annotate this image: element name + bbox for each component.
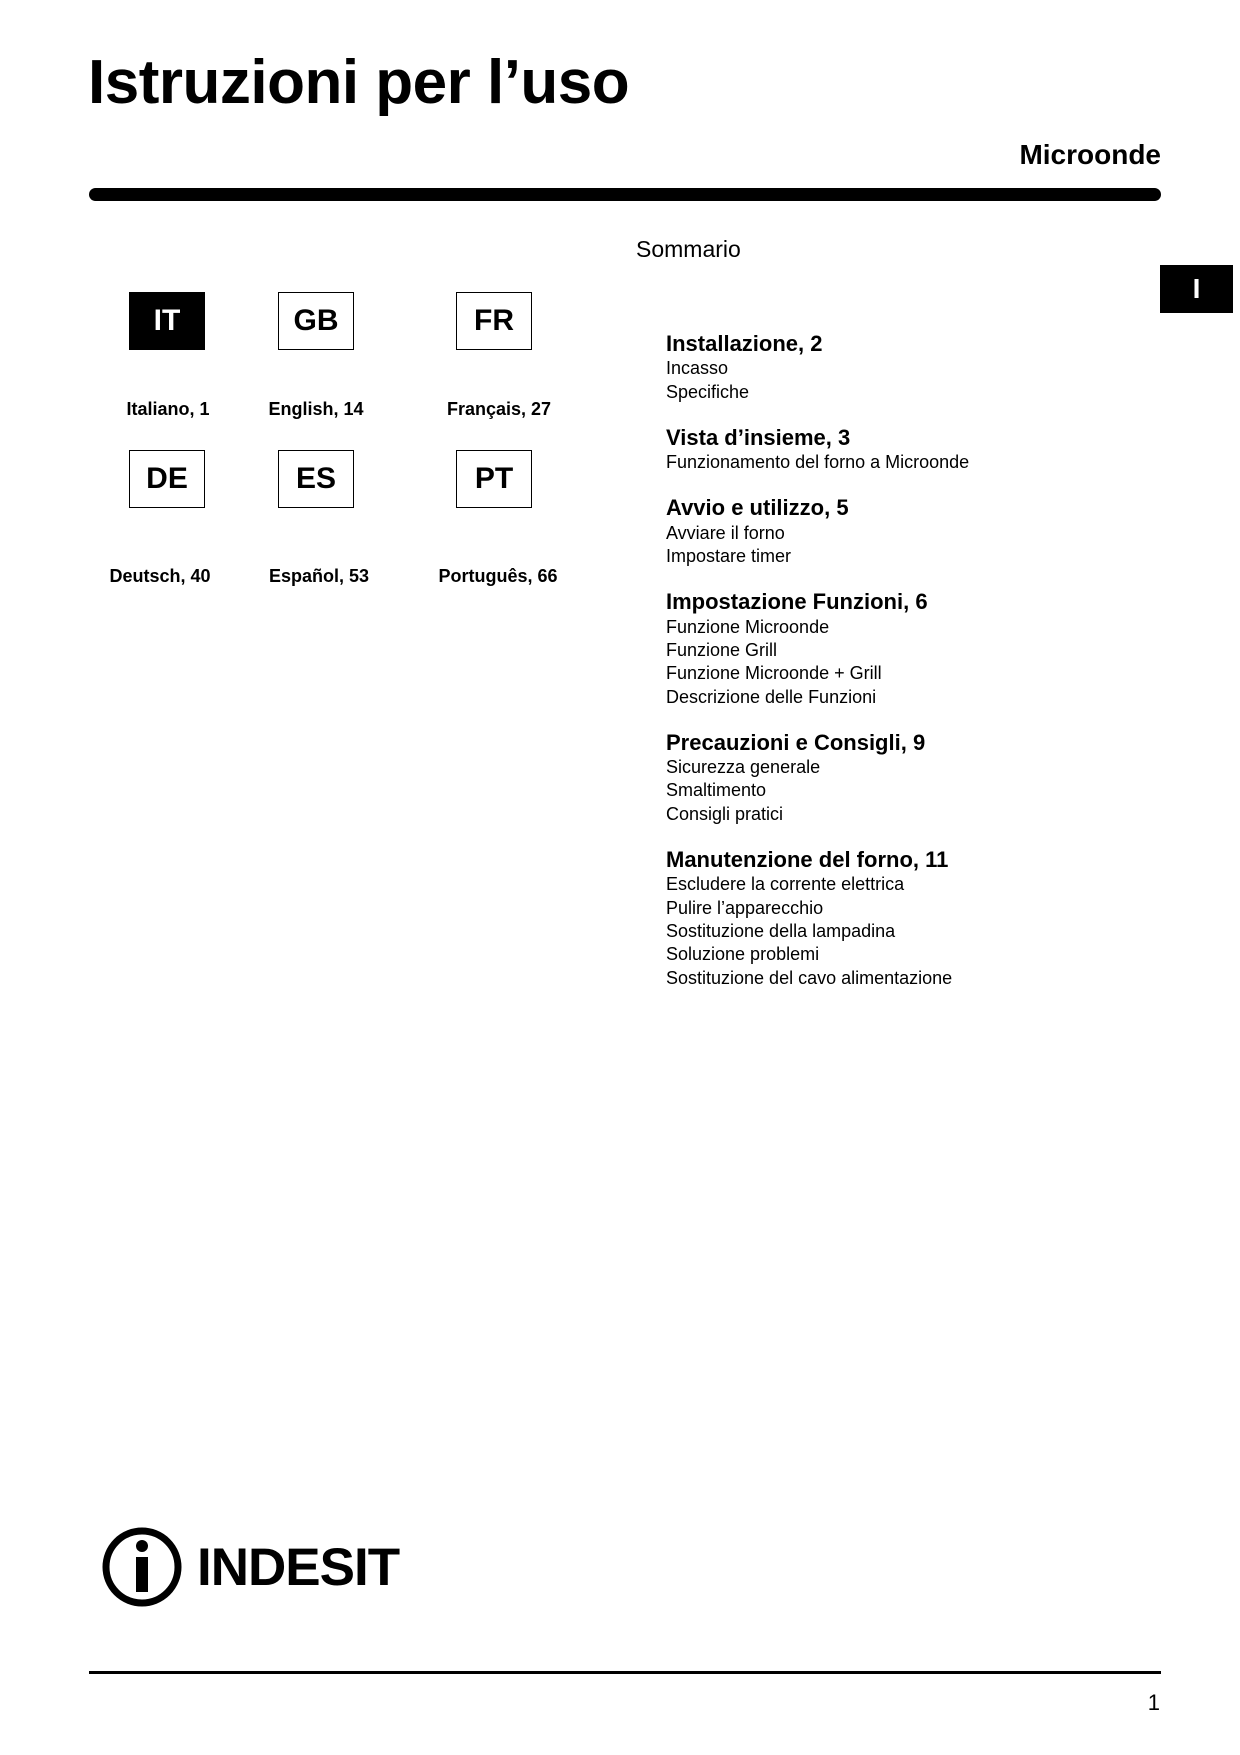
lang-box-fr[interactable]: FR xyxy=(456,292,532,350)
toc-section-title[interactable]: Installazione, 2 xyxy=(666,331,823,356)
toc-section-installazione xyxy=(666,331,1126,404)
lang-box-pt[interactable]: PT xyxy=(456,450,532,508)
table-of-contents xyxy=(666,331,1126,1011)
toc-section-title[interactable]: Manutenzione del forno, 11 xyxy=(666,847,949,873)
toc-item[interactable]: Impostare timer xyxy=(666,546,792,567)
lang-box-es[interactable]: ES xyxy=(278,450,354,508)
toc-item[interactable]: Funzione Microonde xyxy=(666,616,830,637)
brand-logo xyxy=(101,1526,399,1608)
toc-item[interactable]: Soluzione problemi xyxy=(666,944,820,965)
toc-item[interactable]: Escludere la corrente elettrica xyxy=(666,874,905,895)
lang-box-de[interactable]: DE xyxy=(129,450,205,508)
lang-label-es: Español, 53 xyxy=(268,566,370,586)
summary-heading: Sommario xyxy=(636,236,741,262)
toc-item[interactable]: Sicurezza generale xyxy=(666,757,821,778)
toc-section-title[interactable]: Vista d’insieme, 3 xyxy=(666,424,851,450)
brand-name: INDESIT xyxy=(197,1537,400,1597)
toc-section-precauzioni xyxy=(666,730,1126,826)
toc-section-title[interactable]: Impostazione Funzioni, 6 xyxy=(666,589,928,615)
indesit-i-icon xyxy=(101,1526,183,1608)
section-tab: I xyxy=(1160,265,1233,313)
lang-label-pt: Português, 66 xyxy=(438,566,558,586)
footer-divider xyxy=(89,1671,1161,1674)
toc-item[interactable]: Sostituzione della lampadina xyxy=(666,920,896,941)
toc-item[interactable]: Funzione Grill xyxy=(666,639,778,660)
lang-label-it: Italiano, 1 xyxy=(126,399,210,419)
toc-item[interactable]: Funzionamento del forno a Microonde xyxy=(666,452,970,473)
toc-item[interactable]: Pulire l’apparecchio xyxy=(666,897,824,918)
toc-item[interactable]: Sostituzione del cavo alimentazione xyxy=(666,967,953,988)
header-divider xyxy=(89,188,1161,201)
lang-label-de: Deutsch, 40 xyxy=(109,566,211,586)
toc-item[interactable]: Descrizione delle Funzioni xyxy=(666,686,877,707)
lang-label-gb: English, 14 xyxy=(268,399,364,419)
toc-section-title[interactable]: Avvio e utilizzo, 5 xyxy=(666,495,849,521)
toc-section-funzioni xyxy=(666,589,1126,708)
toc-item[interactable]: Smaltimento xyxy=(666,780,767,801)
toc-item[interactable]: Avviare il forno xyxy=(666,522,785,543)
toc-item[interactable]: Incasso xyxy=(666,358,729,379)
page-title: Istruzioni per l’uso xyxy=(88,48,630,117)
lang-label-fr: Français, 27 xyxy=(446,399,552,419)
lang-box-it[interactable]: IT xyxy=(129,292,205,350)
page-number: 1 xyxy=(1147,1690,1160,1715)
toc-item[interactable]: Funzione Microonde + Grill xyxy=(666,663,882,684)
toc-item[interactable]: Specifiche xyxy=(666,381,750,402)
toc-section-title[interactable]: Precauzioni e Consigli, 9 xyxy=(666,729,926,755)
toc-section-manutenzione xyxy=(666,847,1126,990)
toc-section-vista xyxy=(666,425,1126,475)
lang-box-gb[interactable]: GB xyxy=(278,292,354,350)
toc-item[interactable]: Consigli pratici xyxy=(666,803,784,824)
product-subtitle: Microonde xyxy=(1019,139,1161,170)
toc-section-avvio xyxy=(666,495,1126,568)
